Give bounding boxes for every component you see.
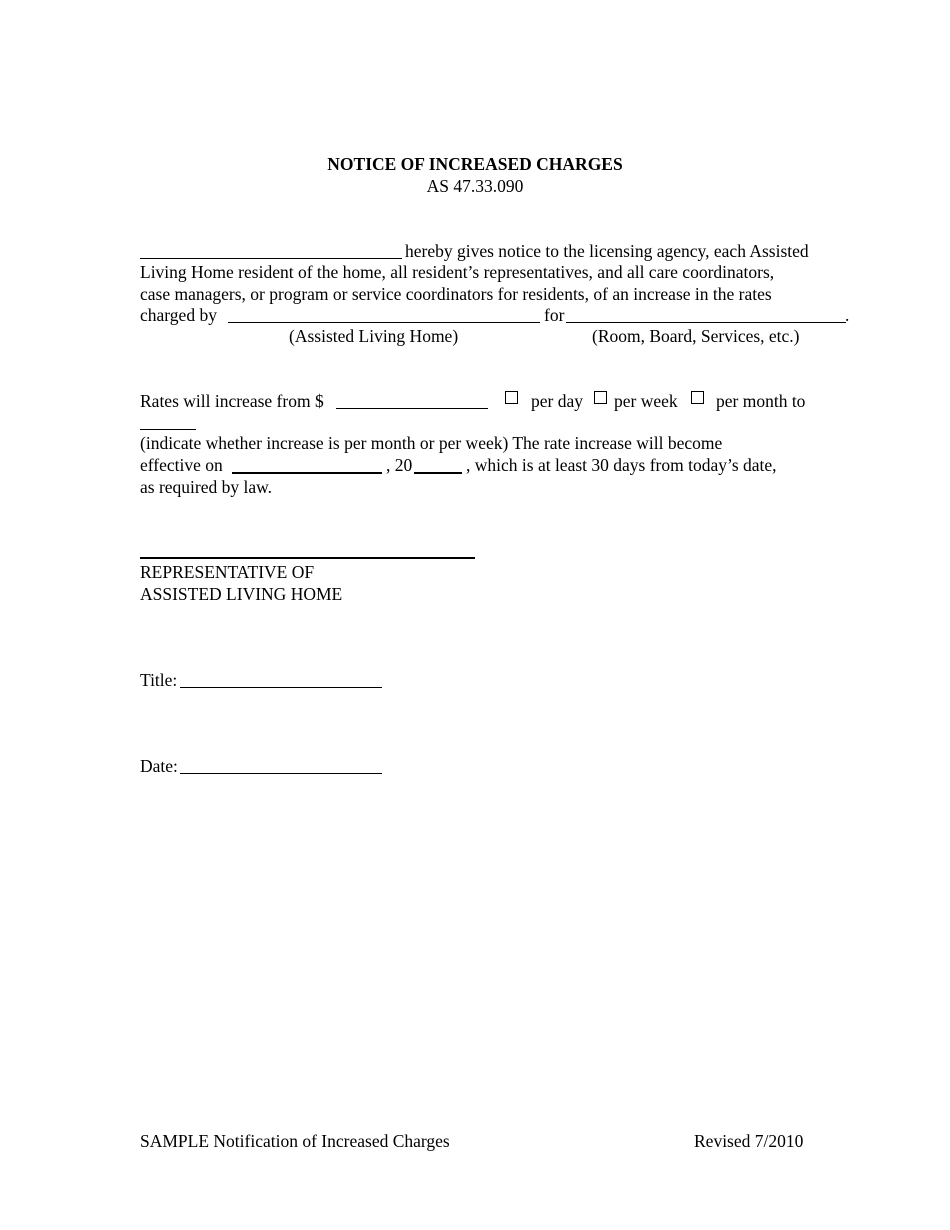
footer-form-name: SAMPLE Notification of Increased Charges xyxy=(140,1131,450,1151)
form-title: NOTICE OF INCREASED CHARGES xyxy=(327,154,623,174)
indicate-line: (indicate whether increase is per month or per week) The rate increase will become xyxy=(140,433,723,453)
signature-caption-line-2: ASSISTED LIVING HOME xyxy=(140,584,343,604)
assisted-living-home-name-field[interactable] xyxy=(140,258,402,259)
title-label: Title: xyxy=(140,670,178,690)
sentence-period: . xyxy=(845,305,850,325)
per-week-checkbox[interactable] xyxy=(594,391,607,404)
charged-by-label: charged by xyxy=(140,305,217,325)
new-rate-field[interactable] xyxy=(140,429,196,430)
per-week-label: per week xyxy=(614,391,678,411)
caption-room-board-services: (Room, Board, Services, etc.) xyxy=(592,326,800,346)
date-field[interactable] xyxy=(180,773,382,774)
charges-for-field[interactable] xyxy=(566,322,846,323)
thirty-days-text: , which is at least 30 days from today’s date, xyxy=(466,455,777,475)
per-month-checkbox[interactable] xyxy=(691,391,704,404)
notice-line-2: Living Home resident of the home, all resident’s representatives, and all care coordinators, xyxy=(140,262,775,282)
statute-reference: AS 47.33.090 xyxy=(426,176,524,196)
notice-line-1: hereby gives notice to the licensing agency, each Assisted xyxy=(405,241,809,261)
per-day-checkbox[interactable] xyxy=(505,391,518,404)
footer-revision: Revised 7/2010 xyxy=(694,1131,804,1151)
current-rate-field[interactable] xyxy=(336,408,488,409)
for-label: for xyxy=(544,305,565,325)
year-prefix: , 20 xyxy=(386,455,413,475)
effective-year-field[interactable] xyxy=(414,472,462,474)
rates-increase-label: Rates will increase from $ xyxy=(140,391,324,411)
effective-on-label: effective on xyxy=(140,455,223,475)
caption-assisted-living-home: (Assisted Living Home) xyxy=(289,326,459,346)
per-day-label: per day xyxy=(531,391,583,411)
notice-line-3: case managers, or program or service coordinators for residents, of an increase in the rates xyxy=(140,284,772,304)
charged-by-field[interactable] xyxy=(228,322,540,323)
per-month-to-label: per month to xyxy=(716,391,806,411)
signature-caption-line-1: REPRESENTATIVE OF xyxy=(140,562,315,582)
date-label: Date: xyxy=(140,756,178,776)
signature-line[interactable] xyxy=(140,557,475,559)
title-field[interactable] xyxy=(180,687,382,688)
required-by-law-text: as required by law. xyxy=(140,477,273,497)
effective-date-field[interactable] xyxy=(232,472,382,474)
